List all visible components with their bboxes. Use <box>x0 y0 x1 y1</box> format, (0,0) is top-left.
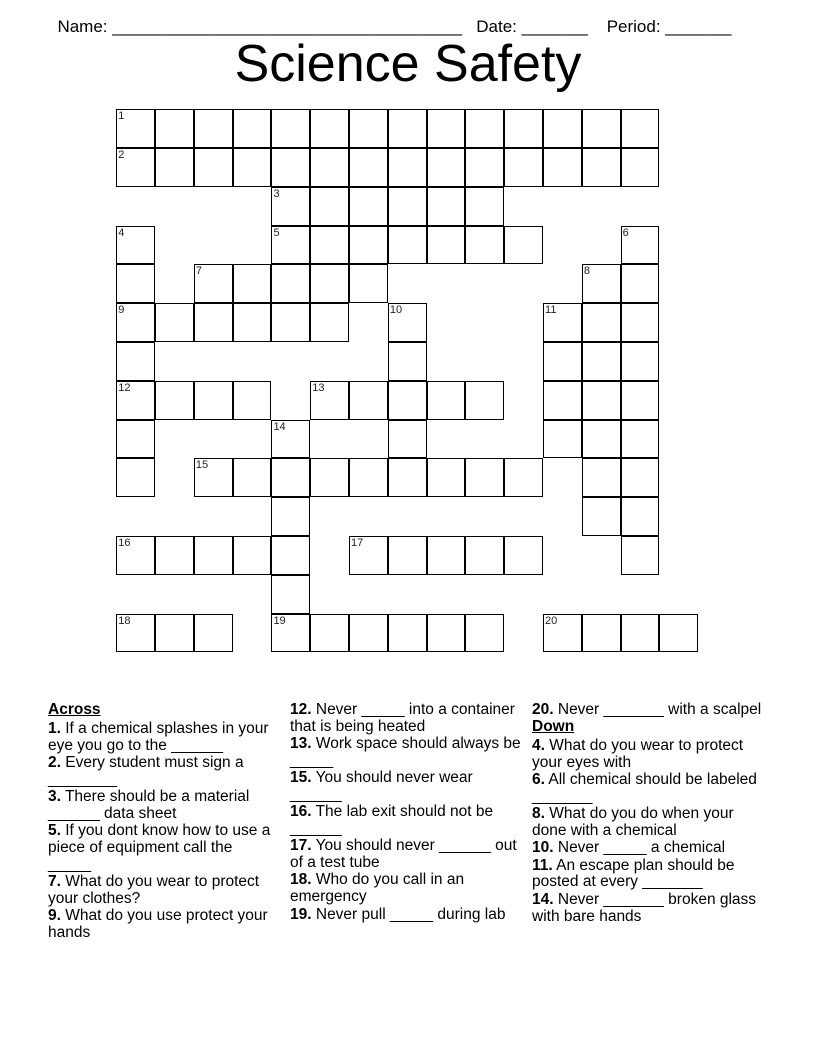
grid-cell[interactable] <box>233 264 272 303</box>
clue-down-11: 11. An escape plan should be posted at every _______ <box>532 856 735 891</box>
grid-cell[interactable] <box>504 226 543 265</box>
grid-cell[interactable] <box>582 303 621 342</box>
grid-cell[interactable] <box>194 109 233 148</box>
grid-cell[interactable] <box>271 458 310 497</box>
grid-cell[interactable] <box>621 536 660 575</box>
grid-cell[interactable] <box>194 264 233 303</box>
grid-cell[interactable] <box>504 148 543 187</box>
clue-number: 19 <box>273 614 286 627</box>
grid-cell[interactable] <box>116 226 155 265</box>
grid-cell[interactable] <box>310 187 349 226</box>
clue-number: 7 <box>195 265 202 278</box>
clue-down-14: 14. Never _______ broken glass with bare hands <box>532 890 757 925</box>
grid-cell[interactable] <box>349 187 388 226</box>
grid-cell[interactable] <box>427 381 466 420</box>
grid-cell[interactable] <box>465 226 504 265</box>
grid-cell[interactable] <box>582 148 621 187</box>
clue-number: 1 <box>118 110 125 123</box>
clue-number: 2 <box>118 149 125 162</box>
grid-cell[interactable] <box>582 614 621 653</box>
grid-cell[interactable] <box>621 303 660 342</box>
clue-down-6: 6. All chemical should be labeled _______ <box>532 771 757 805</box>
grid-cell[interactable] <box>233 536 272 575</box>
grid-cell[interactable] <box>621 381 660 420</box>
grid-cell[interactable] <box>388 109 427 148</box>
clues-column-2 <box>290 702 526 924</box>
grid-cell[interactable] <box>271 226 310 265</box>
clues-column-1 <box>48 702 278 942</box>
grid-cell[interactable] <box>155 614 194 653</box>
clue-number: 6 <box>622 226 629 239</box>
clue-number: 9 <box>118 304 125 317</box>
grid-cell[interactable] <box>349 381 388 420</box>
grid-cell[interactable] <box>504 109 543 148</box>
grid-cell[interactable] <box>504 458 543 497</box>
grid-cell[interactable] <box>543 303 582 342</box>
grid-cell[interactable] <box>310 614 349 653</box>
grid-cell[interactable] <box>659 614 698 653</box>
grid-cell[interactable] <box>465 536 504 575</box>
page-title: Science Safety <box>234 35 582 93</box>
clue-across-13: 13. Work space should always be _____ <box>290 735 521 769</box>
grid-cell[interactable] <box>349 148 388 187</box>
clue-number: 20 <box>545 614 558 627</box>
grid-cell[interactable] <box>116 109 155 148</box>
grid-cell[interactable] <box>582 342 621 381</box>
grid-cell[interactable] <box>349 264 388 303</box>
grid-cell[interactable] <box>543 148 582 187</box>
grid-cell[interactable] <box>116 148 155 187</box>
clue-down-10: 10. Never _____ a chemical <box>532 839 726 857</box>
grid-cell[interactable] <box>465 458 504 497</box>
grid-cell[interactable] <box>621 148 660 187</box>
grid-cell[interactable] <box>388 226 427 265</box>
grid-cell[interactable] <box>233 109 272 148</box>
grid-cell[interactable] <box>155 303 194 342</box>
clue-across-2: 2. Every student must sign a ________ <box>48 753 244 788</box>
grid-cell[interactable] <box>116 536 155 575</box>
grid-cell[interactable] <box>310 109 349 148</box>
grid-cell[interactable] <box>310 264 349 303</box>
across-heading: Across <box>48 701 101 718</box>
grid-cell[interactable] <box>543 614 582 653</box>
clue-across-16: 16. The lab exit should not be ______ <box>290 803 494 838</box>
grid-cell[interactable] <box>194 458 233 497</box>
clue-across-15: 15. You should never wear ______ <box>290 769 473 803</box>
grid-cell[interactable] <box>543 420 582 459</box>
grid-cell[interactable] <box>427 109 466 148</box>
grid-cell[interactable] <box>621 342 660 381</box>
student-info-header <box>48 0 731 37</box>
clue-number: 10 <box>389 304 403 317</box>
date-field[interactable]: Date: _______ <box>476 17 588 36</box>
clue-across-3: 3. There should be a material ______ data sheet <box>48 787 250 822</box>
clue-number: 13 <box>312 381 325 394</box>
grid-cell[interactable] <box>349 536 388 575</box>
grid-cell[interactable] <box>116 458 155 497</box>
clue-down-4: 4. What do you wear to protect your eyes with <box>532 737 744 771</box>
name-field[interactable]: Name: _____________________________________ <box>57 17 463 36</box>
grid-cell[interactable] <box>116 264 155 303</box>
grid-cell[interactable] <box>271 575 310 614</box>
grid-cell[interactable] <box>194 536 233 575</box>
grid-cell[interactable] <box>155 109 194 148</box>
grid-cell[interactable] <box>388 458 427 497</box>
grid-cell[interactable] <box>388 536 427 575</box>
grid-cell[interactable] <box>271 614 310 653</box>
clue-across-20: 20. Never _______ with a scalpel <box>532 701 762 718</box>
grid-cell[interactable] <box>271 264 310 303</box>
grid-cell[interactable] <box>116 614 155 653</box>
grid-cell[interactable] <box>310 303 349 342</box>
grid-cell[interactable] <box>233 303 272 342</box>
grid-cell[interactable] <box>194 381 233 420</box>
clue-number: 18 <box>118 614 131 627</box>
grid-cell[interactable] <box>543 109 582 148</box>
grid-cell[interactable] <box>349 226 388 265</box>
clue-number: 11 <box>545 304 557 317</box>
grid-cell[interactable] <box>465 148 504 187</box>
clue-number: 16 <box>118 537 131 550</box>
grid-cell[interactable] <box>621 109 660 148</box>
grid-cell[interactable] <box>388 148 427 187</box>
grid-cell[interactable] <box>116 381 155 420</box>
grid-cell[interactable] <box>349 614 388 653</box>
grid-cell[interactable] <box>388 342 427 381</box>
grid-cell[interactable] <box>271 497 310 536</box>
grid-cell[interactable] <box>155 536 194 575</box>
clue-across-17: 17. You should never ______ out of a test tube <box>290 837 517 872</box>
period-field[interactable]: Period: _______ <box>606 17 732 36</box>
clue-down-8: 8. What do you do when your done with a chemical <box>532 805 734 840</box>
grid-cell[interactable] <box>621 458 660 497</box>
grid-cell[interactable] <box>465 381 504 420</box>
clue-number: 3 <box>273 187 280 200</box>
grid-cell[interactable] <box>582 420 621 459</box>
grid-cell[interactable] <box>582 458 621 497</box>
grid-cell[interactable] <box>233 148 272 187</box>
grid-cell[interactable] <box>621 614 660 653</box>
grid-cell[interactable] <box>155 381 194 420</box>
grid-cell[interactable] <box>116 420 155 459</box>
down-heading: Down <box>532 718 575 736</box>
grid-cell[interactable] <box>582 381 621 420</box>
grid-cell[interactable] <box>310 226 349 265</box>
clue-across-18: 18. Who do you call in an emergency <box>290 871 465 906</box>
grid-cell[interactable] <box>504 536 543 575</box>
grid-cell[interactable] <box>388 420 427 459</box>
grid-cell[interactable] <box>427 614 466 653</box>
grid-cell[interactable] <box>233 458 272 497</box>
grid-cell[interactable] <box>465 109 504 148</box>
grid-cell[interactable] <box>388 614 427 653</box>
grid-cell[interactable] <box>427 148 466 187</box>
grid-cell[interactable] <box>465 614 504 653</box>
grid-cell[interactable] <box>271 303 310 342</box>
grid-cell[interactable] <box>271 109 310 148</box>
grid-cell[interactable] <box>388 381 427 420</box>
clue-number: 14 <box>273 420 286 433</box>
grid-cell[interactable] <box>349 458 388 497</box>
grid-cell[interactable] <box>388 187 427 226</box>
clue-across-7: 7. What do you wear to protect your clothes? <box>48 872 260 907</box>
grid-cell[interactable] <box>271 187 310 226</box>
grid-cell[interactable] <box>582 109 621 148</box>
grid-cell[interactable] <box>427 536 466 575</box>
grid-cell[interactable] <box>310 458 349 497</box>
grid-cell[interactable] <box>621 226 660 265</box>
grid-cell[interactable] <box>310 148 349 187</box>
clues-column-3 <box>532 702 768 926</box>
grid-cell[interactable] <box>155 148 194 187</box>
grid-cell[interactable] <box>465 187 504 226</box>
grid-cell[interactable] <box>582 497 621 536</box>
clue-number: 15 <box>195 459 209 472</box>
grid-cell[interactable] <box>116 303 155 342</box>
grid-cell[interactable] <box>582 264 621 303</box>
grid-cell[interactable] <box>194 148 233 187</box>
grid-cell[interactable] <box>621 497 660 536</box>
grid-cell[interactable] <box>233 381 272 420</box>
grid-cell[interactable] <box>310 381 349 420</box>
grid-cell[interactable] <box>116 342 155 381</box>
grid-cell[interactable] <box>194 303 233 342</box>
grid-cell[interactable] <box>427 226 466 265</box>
grid-cell[interactable] <box>543 381 582 420</box>
clue-across-9: 9. What do you use protect your hands <box>48 907 268 941</box>
grid-cell[interactable] <box>427 187 466 226</box>
grid-cell[interactable] <box>427 458 466 497</box>
grid-cell[interactable] <box>621 420 660 459</box>
grid-cell[interactable] <box>621 264 660 303</box>
clue-number: 17 <box>351 537 364 550</box>
clue-across-12: 12. Never _____ into a container that is being heated <box>290 701 515 735</box>
grid-cell[interactable] <box>543 342 582 381</box>
clue-across-19: 19. Never pull _____ during lab <box>290 905 506 923</box>
clue-number: 4 <box>118 226 125 239</box>
clue-number: 12 <box>118 381 131 394</box>
clue-across-1: 1. If a chemical splashes in your eye you go to the ______ <box>48 719 269 754</box>
grid-cell[interactable] <box>388 303 427 342</box>
grid-cell[interactable] <box>194 614 233 653</box>
grid-cell[interactable] <box>271 148 310 187</box>
grid-cell[interactable] <box>271 420 310 459</box>
grid-cell[interactable] <box>349 109 388 148</box>
grid-cell[interactable] <box>271 536 310 575</box>
clue-number: 8 <box>583 265 590 278</box>
clue-across-5: 5. If you dont know how to use a piece of equipment call the _____ <box>48 822 271 873</box>
clue-number: 5 <box>273 226 280 239</box>
